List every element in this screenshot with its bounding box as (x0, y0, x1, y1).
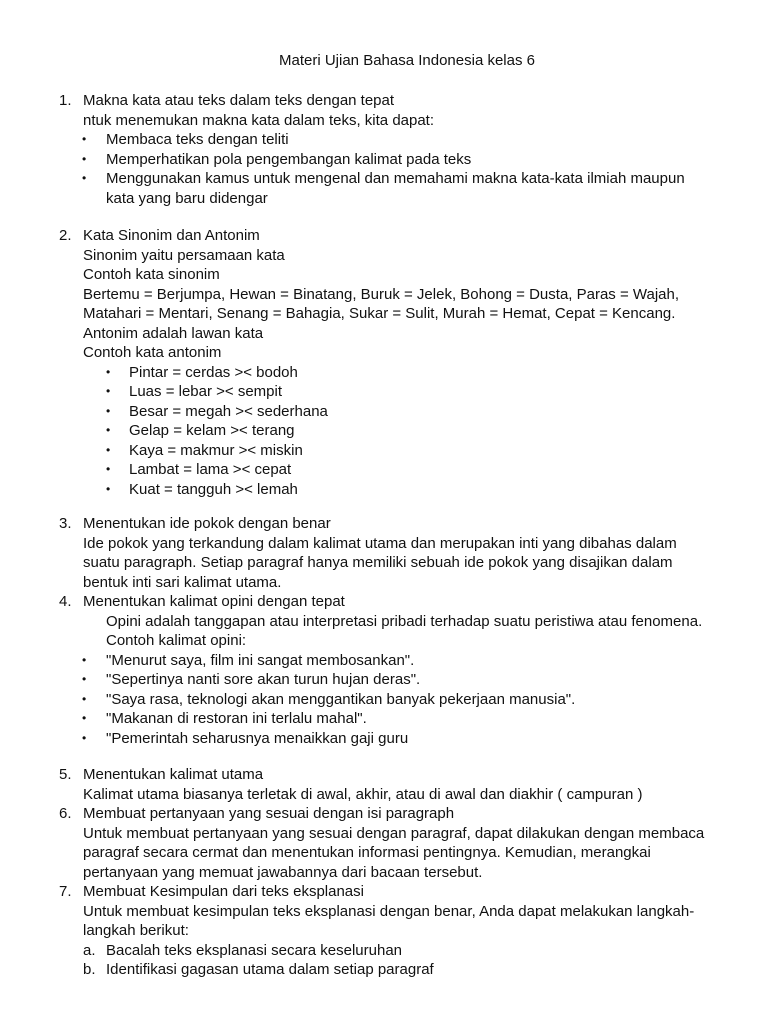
list-item (0, 670, 768, 690)
list-item (0, 960, 768, 980)
paragraph-line: Contoh kata antonim (83, 344, 222, 361)
paragraph-line: Antonim adalah lawan kata (83, 324, 264, 342)
list-item (0, 150, 768, 170)
list-item (0, 460, 768, 480)
paragraph-line: paragraf secara cermat dan menentukan informasi pentingnya. Kemudian, merangkai (83, 844, 651, 861)
paragraph-line: Ide pokok yang terkandung dalam kalimat utama dan merupakan inti yang dibahas dalam (83, 534, 677, 552)
section-heading: Menentukan kalimat opini dengan tepat (83, 593, 345, 610)
section-7 (0, 882, 768, 980)
bullet-icon: • (106, 481, 111, 496)
section-number: 1. (59, 92, 72, 109)
paragraph-line: Untuk membuat kesimpulan teks eksplanasi dengan benar, Anda dapat melakukan langkah- (83, 902, 695, 920)
bullet-icon: • (106, 403, 111, 418)
list-item (0, 651, 768, 671)
list-item-text: "Saya rasa, teknologi akan menggantikan banyak pekerjaan manusia". (106, 690, 576, 708)
list-letter: b. (83, 961, 96, 978)
list-item-text: Lambat = lama >< cepat (129, 461, 292, 478)
list-item (0, 169, 768, 189)
section-heading: Kata Sinonim dan Antonim (83, 227, 260, 244)
list-item-text: Identifikasi gagasan utama dalam setiap paragraf (106, 961, 434, 978)
paragraph-line: Sinonim yaitu persamaan kata (83, 246, 285, 264)
section-number: 4. (59, 593, 72, 610)
paragraph-line: langkah berikut: (83, 922, 189, 939)
list-item-text: Gelap = kelam >< terang (129, 422, 295, 439)
list-item (0, 709, 768, 729)
paragraph-line: Opini adalah tanggapan atau interpretasi pribadi terhadap suatu peristiwa atau fenomena. (106, 612, 703, 630)
list-item-text: Menggunakan kamus untuk mengenal dan memahami makna kata-kata ilmiah maupun (106, 170, 685, 187)
list-item (0, 130, 768, 150)
list-item-text: Kuat = tangguh >< lemah (129, 480, 298, 498)
list-item-text: Memperhatikan pola pengembangan kalimat pada teks (106, 150, 472, 168)
paragraph-line: bentuk inti sari kalimat utama. (83, 573, 282, 591)
bullet-icon: • (82, 691, 87, 706)
bullet-icon: • (82, 132, 87, 146)
bullet-icon: • (106, 462, 111, 476)
paragraph-line: Bertemu = Berjumpa, Hewan = Binatang, Buruk = Jelek, Bohong = Dusta, Paras = Wajah, (83, 285, 680, 303)
paragraph-line: Kalimat utama biasanya terletak di awal, akhir, atau di awal dan diakhir ( campuran ) (83, 785, 643, 803)
list-item-text: "Sepertinya nanti sore akan turun hujan deras". (106, 671, 421, 688)
list-item-text: Bacalah teks eksplanasi secara keseluruhan (106, 941, 403, 959)
list-item-text: "Menurut saya, film ini sangat membosankan". (106, 651, 415, 669)
bullet-icon: • (82, 711, 87, 725)
paragraph-line: ntuk menemukan makna kata dalam teks, kita dapat: (83, 111, 435, 129)
list-item (0, 421, 768, 441)
bullet-icon: • (82, 652, 87, 667)
list-item-text: Besar = megah >< sederhana (129, 402, 328, 420)
list-item (0, 690, 768, 710)
bullet-icon: • (82, 151, 87, 166)
section-6 (0, 804, 768, 882)
bullet-icon: • (82, 730, 87, 745)
list-item-text: "Pemerintah seharusnya menaikkan gaji guru (106, 729, 409, 747)
bullet-icon: • (106, 364, 111, 379)
list-letter: a. (83, 941, 96, 959)
section-number: 5. (59, 766, 72, 783)
paragraph-line: Contoh kata sinonim (83, 266, 220, 283)
bullet-icon: • (106, 423, 111, 437)
list-item (0, 480, 768, 500)
paragraph-line: Matahari = Mentari, Senang = Bahagia, Sukar = Sulit, Murah = Hemat, Cepat = Kencang. (83, 305, 676, 322)
list-item-text: kata yang baru didengar (106, 189, 268, 207)
section-heading: Membuat Kesimpulan dari teks eksplanasi (83, 883, 364, 900)
section-number: 2. (59, 227, 72, 244)
bullet-icon: • (106, 442, 111, 457)
bullet-icon: • (82, 171, 87, 185)
paragraph-line: pertanyaan yang memuat jawabannya dari bacaan tersebut. (83, 863, 483, 881)
list-item-text: Kaya = makmur >< miskin (129, 441, 303, 459)
section-4 (0, 592, 768, 748)
section-heading: Makna kata atau teks dalam teks dengan tepat (83, 92, 395, 109)
section-3 (0, 514, 768, 592)
section-number: 6. (59, 805, 72, 822)
section-2 (0, 226, 768, 499)
section-heading: Menentukan kalimat utama (83, 766, 264, 783)
list-item-text: "Makanan di restoran ini terlalu mahal". (106, 710, 367, 727)
section-number: 7. (59, 883, 72, 900)
list-item (0, 382, 768, 402)
section-heading: Membuat pertanyaan yang sesuai dengan isi paragraph (83, 805, 455, 822)
list-item (0, 402, 768, 422)
list-item (0, 441, 768, 461)
list-item-text: Membaca teks dengan teliti (106, 131, 289, 148)
section-5 (0, 765, 768, 804)
bullet-icon: • (82, 672, 87, 686)
page-title: Materi Ujian Bahasa Indonesia kelas 6 (279, 52, 535, 69)
section-heading: Menentukan ide pokok dengan benar (83, 515, 331, 532)
paragraph-line: suatu paragraph. Setiap paragraf hanya memiliki sebuah ide pokok yang disajikan dalam (83, 554, 673, 571)
list-item (0, 363, 768, 383)
section-number: 3. (59, 515, 72, 532)
paragraph-line: Untuk membuat pertanyaan yang sesuai dengan paragraf, dapat dilakukan dengan membaca (83, 824, 705, 842)
list-item (0, 729, 768, 749)
list-item-text: Pintar = cerdas >< bodoh (129, 363, 298, 381)
section-1 (0, 91, 768, 208)
paragraph-line: Contoh kalimat opini: (106, 632, 247, 649)
list-item (0, 941, 768, 961)
bullet-icon: • (106, 384, 111, 398)
list-item-text: Luas = lebar >< sempit (129, 383, 283, 400)
